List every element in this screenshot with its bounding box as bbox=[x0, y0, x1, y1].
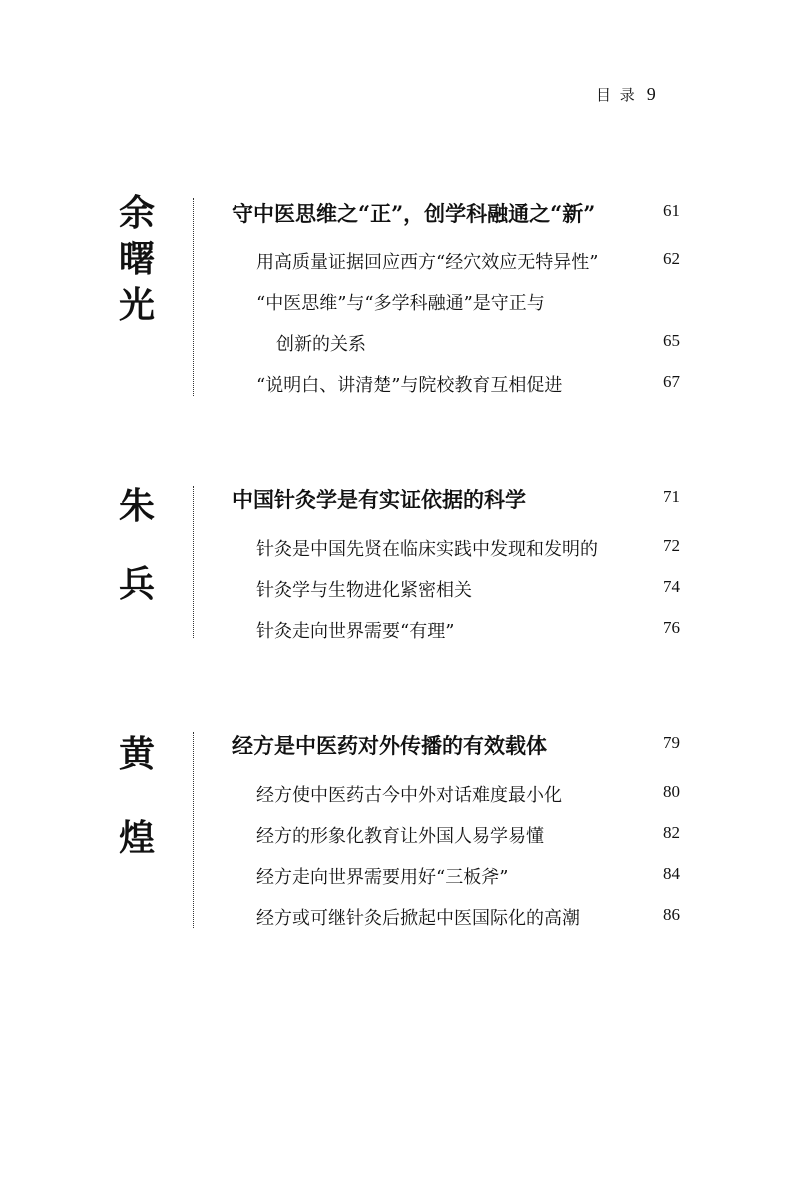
subentry-page: 67 bbox=[663, 372, 680, 391]
running-head-label: 目 录 bbox=[596, 86, 637, 104]
toc-subentry[interactable] bbox=[0, 863, 800, 893]
author-char: 朱 bbox=[118, 485, 155, 527]
subentry-page: 84 bbox=[663, 864, 680, 883]
toc-subentry[interactable] bbox=[0, 617, 800, 647]
subentry-title: 经方的形象化教育让外国人易学易懂 bbox=[256, 826, 544, 847]
toc-subentry-continued[interactable] bbox=[0, 330, 800, 360]
subentry-title: 针灸学与生物进化紧密相关 bbox=[256, 580, 472, 601]
chapter-page: 79 bbox=[663, 733, 680, 752]
subentry-title: 针灸走向世界需要“有理” bbox=[256, 621, 455, 642]
chapter-title: 中国针灸学是有实证依据的科学 bbox=[232, 487, 526, 512]
toc-chapter-entry[interactable] bbox=[0, 730, 800, 760]
toc-subentry[interactable] bbox=[0, 371, 800, 401]
subentry-page: 62 bbox=[663, 249, 680, 268]
page-number: 9 bbox=[646, 84, 656, 104]
toc-subentry[interactable] bbox=[0, 781, 800, 811]
subentry-title: “中医思维”与“多学科融通”是守正与 bbox=[256, 293, 545, 314]
author-char: 黄 bbox=[118, 733, 155, 775]
toc-subentry[interactable] bbox=[0, 576, 800, 606]
toc-subentry[interactable] bbox=[0, 535, 800, 565]
author-char: 兵 bbox=[118, 563, 155, 605]
author-char: 煌 bbox=[118, 817, 155, 859]
subentry-page: 74 bbox=[663, 577, 680, 596]
subentry-page: 82 bbox=[663, 823, 680, 842]
subentry-title: 经方走向世界需要用好“三板斧” bbox=[256, 867, 509, 888]
toc-subentry[interactable] bbox=[0, 248, 800, 278]
author-char: 曙 bbox=[118, 238, 155, 280]
subentry-title: 针灸是中国先贤在临床实践中发现和发明的 bbox=[256, 539, 598, 560]
toc-subentry[interactable] bbox=[0, 904, 800, 934]
toc-chapter-entry[interactable] bbox=[0, 484, 800, 514]
chapter-title: 守中医思维之“正”，创学科融通之“新” bbox=[232, 201, 596, 226]
author-char: 余 bbox=[118, 192, 155, 234]
chapter-title: 经方是中医药对外传播的有效载体 bbox=[232, 733, 547, 758]
author-char: 光 bbox=[118, 284, 155, 326]
toc-chapter-entry[interactable] bbox=[0, 198, 800, 228]
subentry-page: 86 bbox=[663, 905, 680, 924]
subentry-title: 经方使中医药古今中外对话难度最小化 bbox=[256, 785, 562, 806]
toc-subentry[interactable] bbox=[0, 822, 800, 852]
subentry-page: 65 bbox=[663, 331, 680, 350]
toc-subentry[interactable] bbox=[0, 289, 800, 319]
subentry-page: 80 bbox=[663, 782, 680, 801]
subentry-title: 创新的关系 bbox=[276, 334, 366, 355]
running-head bbox=[596, 84, 656, 105]
chapter-page: 61 bbox=[663, 201, 680, 220]
subentry-title: 经方或可继针灸后掀起中医国际化的高潮 bbox=[256, 908, 580, 929]
subentry-page: 72 bbox=[663, 536, 680, 555]
subentry-page: 76 bbox=[663, 618, 680, 637]
subentry-title: “说明白、讲清楚”与院校教育互相促进 bbox=[256, 375, 563, 396]
chapter-page: 71 bbox=[663, 487, 680, 506]
subentry-title: 用高质量证据回应西方“经穴效应无特异性” bbox=[256, 252, 599, 273]
